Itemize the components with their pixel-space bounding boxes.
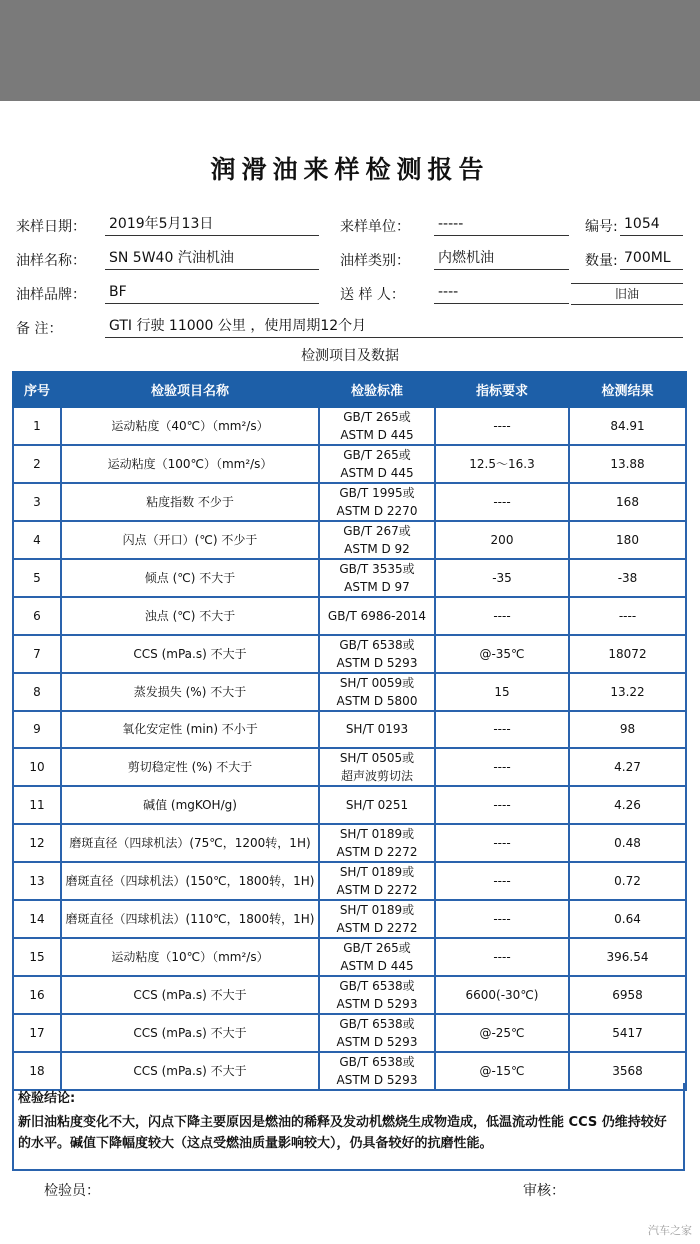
cell-item-item: 剪切稳定性 (%) 不大于 bbox=[127, 760, 253, 774]
cell-requirement-req: ---- bbox=[493, 949, 511, 964]
serial-number-label: 编号: bbox=[585, 219, 618, 235]
cell-no-no: 13 bbox=[29, 873, 45, 888]
cell-standard-std2: ASTM D 5293 bbox=[336, 996, 418, 1011]
cell-requirement-req: ---- bbox=[493, 873, 511, 888]
cell-requirement-req: ---- bbox=[493, 760, 511, 774]
cell-standard bbox=[319, 635, 435, 673]
cell-item bbox=[61, 748, 319, 786]
cell-item-item: 浊点 (℃) 不大于 bbox=[144, 608, 236, 623]
header-requirement: 指标要求 bbox=[435, 372, 569, 407]
cell-item-item: 运动粘度（10℃）（mm²/s） bbox=[111, 949, 269, 964]
cell-result-result: 4.26 bbox=[614, 797, 641, 812]
cell-standard-std1: GB/T 6538或 bbox=[339, 978, 415, 993]
cell-item-item: CCS (mPa.s) 不大于 bbox=[133, 1063, 247, 1078]
cell-standard bbox=[319, 900, 435, 938]
table-row bbox=[13, 824, 686, 862]
cell-standard bbox=[319, 748, 435, 786]
cell-requirement-req: @-35℃ bbox=[479, 646, 525, 661]
cell-requirement bbox=[435, 862, 569, 900]
cell-item bbox=[61, 635, 319, 673]
table-row bbox=[13, 445, 686, 483]
cell-result bbox=[569, 673, 686, 711]
cell-result-result: -38 bbox=[617, 571, 638, 585]
cell-no bbox=[13, 938, 61, 976]
conclusion-label: 检验结论: bbox=[18, 1091, 76, 1106]
cell-no bbox=[13, 1014, 61, 1052]
table-row bbox=[13, 1014, 686, 1052]
cell-standard-std2: ASTM D 2270 bbox=[336, 504, 418, 518]
sample-unit-label: 来样单位： bbox=[340, 219, 410, 235]
cell-standard bbox=[319, 597, 435, 635]
cell-result-result: 84.91 bbox=[610, 419, 645, 433]
cell-requirement bbox=[435, 1014, 569, 1052]
cell-standard-std1: GB/T 3535或 bbox=[339, 562, 415, 576]
cell-requirement bbox=[435, 521, 569, 559]
cell-standard bbox=[319, 786, 435, 824]
cell-standard-std2: ASTM D 5800 bbox=[336, 693, 418, 708]
sample-date-label: 来样日期： bbox=[16, 219, 86, 235]
remark-value: GTI 行驶 11000 公里 ，使用周期12个月 bbox=[105, 316, 683, 338]
table-header-row bbox=[13, 372, 686, 407]
cell-requirement-req: 200 bbox=[490, 533, 514, 547]
cell-no-no: 15 bbox=[29, 949, 45, 964]
cell-no bbox=[13, 862, 61, 900]
cell-requirement-req: ---- bbox=[493, 495, 511, 509]
cell-no bbox=[13, 748, 61, 786]
cell-item-item: CCS (mPa.s) 不大于 bbox=[133, 1025, 247, 1040]
quantity-label: 数量: bbox=[585, 253, 618, 269]
cell-no bbox=[13, 900, 61, 938]
oil-brand-value: BF bbox=[105, 282, 319, 304]
table-row bbox=[13, 748, 686, 786]
cell-standard-std1: GB/T 1995或 bbox=[339, 486, 415, 500]
cell-standard bbox=[319, 407, 435, 445]
header-no: 序号 bbox=[13, 372, 61, 407]
cell-item-item: 运动粘度（100℃）（mm²/s） bbox=[107, 457, 273, 471]
cell-requirement-req: 15 bbox=[494, 684, 510, 699]
cell-requirement-req: ---- bbox=[493, 911, 511, 926]
cell-standard-std2: ASTM D 5293 bbox=[336, 1034, 418, 1049]
test-results-table bbox=[12, 371, 687, 1091]
serial-number-value: 1054 bbox=[620, 214, 683, 236]
cell-no bbox=[13, 521, 61, 559]
cell-standard-std1: SH/T 0251 bbox=[345, 797, 409, 812]
cell-item-item: 粘度指数 不少于 bbox=[146, 495, 234, 509]
cell-result-result: 4.27 bbox=[614, 760, 641, 774]
table-row bbox=[13, 976, 686, 1014]
cell-no-no: 9 bbox=[33, 722, 41, 737]
cell-requirement-req: ---- bbox=[493, 797, 511, 812]
cell-standard-std2: ASTM D 5293 bbox=[336, 655, 418, 670]
cell-no-no: 2 bbox=[33, 457, 41, 471]
cell-standard-std2: ASTM D 92 bbox=[344, 542, 410, 556]
cell-standard bbox=[319, 445, 435, 483]
cell-requirement bbox=[435, 938, 569, 976]
cell-standard-std1: GB/T 265或 bbox=[343, 940, 411, 955]
cell-standard-std2: ASTM D 445 bbox=[340, 958, 414, 973]
cell-no bbox=[13, 597, 61, 635]
cell-standard bbox=[319, 673, 435, 711]
cell-standard-std2: ASTM D 5293 bbox=[336, 1072, 418, 1087]
cell-requirement bbox=[435, 559, 569, 597]
table-row bbox=[13, 862, 686, 900]
cell-result bbox=[569, 1014, 686, 1052]
cell-item bbox=[61, 407, 319, 445]
cell-no-no: 17 bbox=[29, 1025, 45, 1040]
cell-result bbox=[569, 445, 686, 483]
cell-result bbox=[569, 824, 686, 862]
sender-label: 送 样 人： bbox=[340, 287, 405, 303]
cell-requirement-req: @-15℃ bbox=[479, 1063, 525, 1078]
cell-standard-std2: 超声波剪切法 bbox=[340, 769, 413, 783]
cell-requirement bbox=[435, 407, 569, 445]
cell-requirement-req: 6600(-30℃) bbox=[465, 987, 539, 1002]
cell-standard-std2: ASTM D 97 bbox=[344, 580, 410, 594]
cell-no bbox=[13, 786, 61, 824]
cell-requirement bbox=[435, 483, 569, 521]
cell-item-item: CCS (mPa.s) 不大于 bbox=[133, 646, 247, 661]
cell-item bbox=[61, 445, 319, 483]
cell-no bbox=[13, 673, 61, 711]
cell-standard-std1: SH/T 0193 bbox=[345, 722, 409, 737]
cell-requirement-req: 12.5～16.3 bbox=[469, 457, 535, 471]
cell-standard bbox=[319, 559, 435, 597]
cell-standard-std2: ASTM D 2272 bbox=[336, 882, 418, 897]
cell-requirement bbox=[435, 748, 569, 786]
cell-result-result: 0.48 bbox=[614, 835, 641, 850]
cell-requirement bbox=[435, 711, 569, 749]
cell-item-item: 碱值 (mgKOH/g) bbox=[143, 797, 237, 812]
cell-result bbox=[569, 938, 686, 976]
oil-name-value: SN 5W40 汽油机油 bbox=[105, 248, 319, 270]
sample-date-value: 2019年5月13日 bbox=[105, 214, 319, 236]
table-row bbox=[13, 521, 686, 559]
inspector-label: 检验员： bbox=[44, 1183, 100, 1199]
cell-no-no: 1 bbox=[33, 419, 41, 433]
cell-standard-std2: ASTM D 445 bbox=[340, 428, 414, 442]
cell-requirement-req: ---- bbox=[493, 608, 511, 623]
table-row bbox=[13, 635, 686, 673]
cell-no-no: 3 bbox=[33, 495, 41, 509]
cell-standard bbox=[319, 711, 435, 749]
cell-no-no: 11 bbox=[29, 797, 45, 812]
cell-standard-std2: ASTM D 2272 bbox=[336, 844, 418, 859]
cell-result bbox=[569, 635, 686, 673]
cell-standard-std1: GB/T 6538或 bbox=[339, 637, 415, 652]
cell-standard-std2: ASTM D 2272 bbox=[336, 920, 418, 935]
cell-requirement-req: ---- bbox=[493, 419, 511, 433]
cell-requirement bbox=[435, 635, 569, 673]
cell-standard bbox=[319, 1014, 435, 1052]
cell-no-no: 18 bbox=[29, 1063, 45, 1078]
cell-item bbox=[61, 483, 319, 521]
reviewer-label: 审核： bbox=[523, 1183, 565, 1199]
header-standard: 检验标准 bbox=[319, 372, 435, 407]
cell-no-no: 10 bbox=[29, 760, 45, 774]
cell-standard-std1: GB/T 265或 bbox=[343, 410, 411, 424]
cell-no-no: 14 bbox=[29, 911, 45, 926]
cell-standard-std1: SH/T 0505或 bbox=[339, 751, 415, 765]
cell-result-result: 396.54 bbox=[606, 949, 649, 964]
cell-no-no: 6 bbox=[33, 608, 41, 623]
cell-no bbox=[13, 711, 61, 749]
cell-result bbox=[569, 559, 686, 597]
cell-result bbox=[569, 862, 686, 900]
oil-type-value: 内燃机油 bbox=[434, 248, 569, 270]
cell-no-no: 16 bbox=[29, 987, 45, 1002]
cell-standard bbox=[319, 976, 435, 1014]
sample-unit-value: ----- bbox=[434, 214, 569, 236]
cell-item bbox=[61, 1014, 319, 1052]
cell-standard-std1: GB/T 6538或 bbox=[339, 1054, 415, 1069]
cell-no bbox=[13, 483, 61, 521]
cell-requirement bbox=[435, 673, 569, 711]
cell-requirement-req: ---- bbox=[493, 722, 511, 737]
cell-item bbox=[61, 976, 319, 1014]
table-row bbox=[13, 900, 686, 938]
cell-result-result: 98 bbox=[619, 722, 636, 737]
report-title: 润滑油来样检测报告 bbox=[210, 155, 490, 184]
cell-no bbox=[13, 976, 61, 1014]
cell-no-no: 5 bbox=[33, 571, 41, 585]
cell-result-result: 0.72 bbox=[614, 873, 641, 888]
cell-no bbox=[13, 445, 61, 483]
cell-no bbox=[13, 559, 61, 597]
cell-result bbox=[569, 748, 686, 786]
oil-type-label: 油样类别： bbox=[340, 253, 410, 269]
cell-requirement bbox=[435, 824, 569, 862]
cell-item bbox=[61, 862, 319, 900]
cell-result bbox=[569, 976, 686, 1014]
cell-item-item: 氧化安定性 (min) 不小于 bbox=[122, 722, 258, 737]
cell-item bbox=[61, 938, 319, 976]
cell-no bbox=[13, 635, 61, 673]
header-result: 检测结果 bbox=[569, 372, 686, 407]
cell-item-item: 倾点 (℃) 不大于 bbox=[144, 571, 236, 585]
cell-result-result: 3568 bbox=[612, 1063, 643, 1078]
cell-standard-std1: SH/T 0189或 bbox=[339, 864, 415, 879]
cell-standard-std1: GB/T 265或 bbox=[343, 448, 411, 462]
cell-standard bbox=[319, 824, 435, 862]
cell-standard-std1: GB/T 6986-2014 bbox=[327, 608, 427, 623]
cell-item bbox=[61, 521, 319, 559]
cell-result bbox=[569, 711, 686, 749]
cell-item-item: 蒸发损失 (%) 不大于 bbox=[133, 684, 247, 699]
cell-item bbox=[61, 900, 319, 938]
cell-standard-std1: SH/T 0059或 bbox=[339, 675, 415, 690]
cell-item bbox=[61, 673, 319, 711]
cell-no-no: 12 bbox=[29, 835, 45, 850]
cell-standard-std1: SH/T 0189或 bbox=[339, 902, 415, 917]
cell-item-item: 磨斑直径（四球机法）(110℃，1800转，1H) bbox=[65, 911, 315, 926]
remark-label: 备 注： bbox=[16, 321, 63, 337]
section-title: 检测项目及数据 bbox=[301, 348, 399, 364]
cell-result-result: 168 bbox=[616, 495, 639, 509]
old-oil-tag: 旧油 bbox=[571, 283, 683, 305]
oil-brand-label: 油样品牌： bbox=[16, 287, 86, 303]
cell-standard-std2: ASTM D 445 bbox=[340, 466, 414, 480]
cell-standard bbox=[319, 483, 435, 521]
top-gray-bar bbox=[0, 0, 700, 101]
cell-requirement bbox=[435, 445, 569, 483]
quantity-value: 700ML bbox=[620, 248, 683, 270]
cell-no-no: 8 bbox=[33, 684, 41, 699]
cell-result-result: 13.22 bbox=[610, 684, 645, 699]
cell-standard bbox=[319, 862, 435, 900]
cell-result bbox=[569, 521, 686, 559]
cell-result bbox=[569, 483, 686, 521]
conclusion-box bbox=[12, 1083, 685, 1171]
cell-requirement-req: @-25℃ bbox=[479, 1025, 525, 1040]
cell-requirement bbox=[435, 786, 569, 824]
cell-result-result: 6958 bbox=[612, 987, 643, 1002]
cell-no-no: 4 bbox=[33, 533, 41, 547]
cell-standard-std1: SH/T 0189或 bbox=[339, 826, 415, 841]
cell-no bbox=[13, 407, 61, 445]
conclusion-text: 新旧油粘度变化不大，闪点下降主要原因是燃油的稀释及发动机燃烧生成物造成，低温流动性能 CCS 仍维持较好的水平。碱值下降幅度较大（这点受燃油质量影响较大），仍具备较好的抗磨性能。 bbox=[18, 1115, 667, 1151]
cell-result-result: ---- bbox=[618, 608, 637, 623]
cell-item bbox=[61, 824, 319, 862]
table-row bbox=[13, 673, 686, 711]
cell-item bbox=[61, 711, 319, 749]
cell-requirement bbox=[435, 976, 569, 1014]
cell-result-result: 18072 bbox=[608, 646, 647, 661]
cell-item bbox=[61, 597, 319, 635]
cell-standard-std1: GB/T 6538或 bbox=[339, 1016, 415, 1031]
cell-standard bbox=[319, 938, 435, 976]
cell-result bbox=[569, 786, 686, 824]
cell-requirement-req: -35 bbox=[492, 571, 512, 585]
cell-item-item: 运动粘度（40℃）（mm²/s） bbox=[111, 419, 269, 433]
header-item: 检验项目名称 bbox=[61, 372, 319, 407]
cell-requirement bbox=[435, 900, 569, 938]
cell-requirement-req: ---- bbox=[493, 835, 511, 850]
cell-item-item: CCS (mPa.s) 不大于 bbox=[133, 987, 247, 1002]
cell-requirement bbox=[435, 597, 569, 635]
cell-standard-std1: GB/T 267或 bbox=[343, 524, 411, 538]
cell-result-result: 180 bbox=[616, 533, 639, 547]
cell-result-result: 13.88 bbox=[610, 457, 645, 471]
sender-value: ---- bbox=[434, 282, 569, 304]
table-row bbox=[13, 938, 686, 976]
oil-name-label: 油样名称： bbox=[16, 253, 86, 269]
cell-result-result: 5417 bbox=[612, 1025, 643, 1040]
cell-item bbox=[61, 559, 319, 597]
cell-no-no: 7 bbox=[33, 646, 41, 661]
cell-result bbox=[569, 900, 686, 938]
table-row bbox=[13, 786, 686, 824]
cell-item-item: 磨斑直径（四球机法）(150℃，1800转，1H) bbox=[65, 873, 315, 888]
table-row bbox=[13, 559, 686, 597]
cell-no bbox=[13, 824, 61, 862]
cell-result bbox=[569, 407, 686, 445]
table-row bbox=[13, 711, 686, 749]
cell-item bbox=[61, 786, 319, 824]
cell-item-item: 闪点（开口）(℃) 不少于 bbox=[122, 533, 258, 547]
cell-result bbox=[569, 597, 686, 635]
table-row bbox=[13, 407, 686, 445]
watermark: 汽车之家 bbox=[648, 1224, 692, 1237]
table-row bbox=[13, 597, 686, 635]
table-row bbox=[13, 483, 686, 521]
cell-item-item: 磨斑直径（四球机法）(75℃，1200转，1H) bbox=[69, 835, 311, 850]
cell-result-result: 0.64 bbox=[614, 911, 641, 926]
cell-standard bbox=[319, 521, 435, 559]
